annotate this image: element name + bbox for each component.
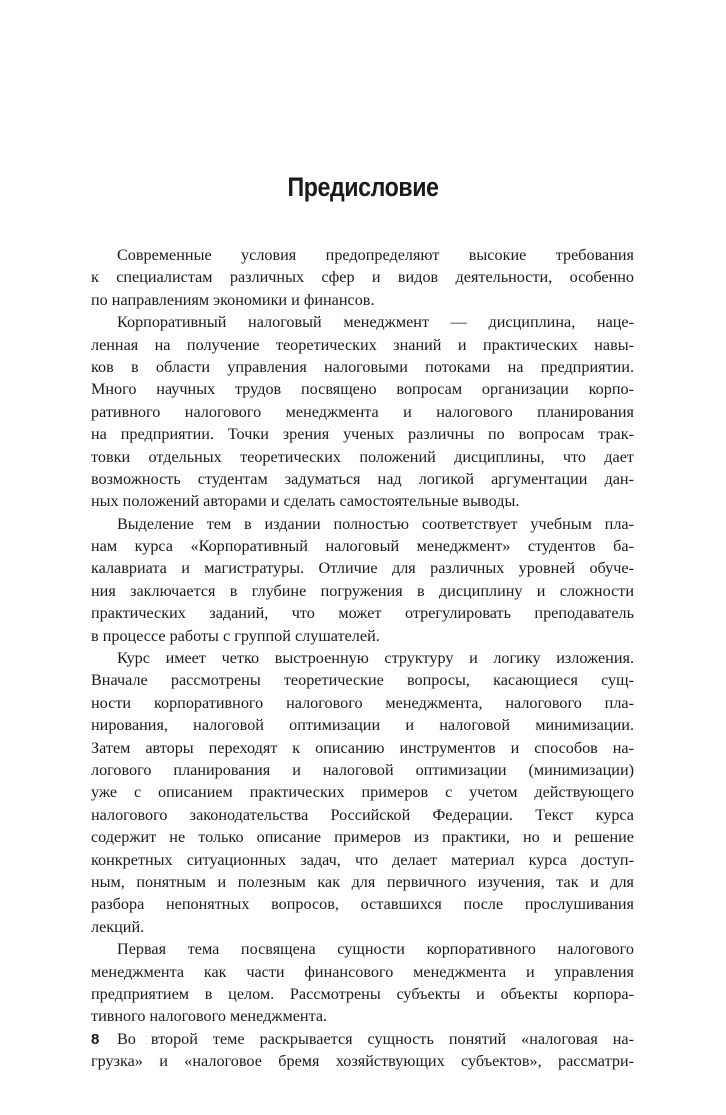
text-line: Современные условия предопределяют высокие требования [117,246,634,264]
text-line: Первая тема посвящена сущности корпоративного налогового [117,940,634,959]
text-line: возможность студентам задуматься над логикой аргументации дан- [91,469,634,488]
text-line: к специалистам различных сфер и видов деятельности, особенно [91,268,634,287]
text-line: уже с описанием практических примеров с учетом действующего [91,783,634,802]
text-line: Выделение тем в издании полностью соответствует учебным пла- [117,514,634,533]
text-line: Курс имеет четко выстроенную структуру и логику изложения. [117,649,634,668]
text-line: ленная на получение теоретических знаний и практических навы- [91,335,634,354]
paragraph [91,647,634,938]
text-line: по направлениям экономики и финансов. [91,290,375,309]
text-line: на предприятии. Точки зрения ученых различны по вопросам трак- [91,425,634,444]
text-line: Много научных трудов посвящено вопросам организации корпо- [91,380,634,399]
text-line: Затем авторы переходят к описанию инструментов и способов на- [91,738,634,757]
text-line: ков в области управления налоговыми потоками на предприятии. [91,357,634,376]
text-line: содержит не только описание примеров из практики, но и решение [91,828,634,847]
text-line: ным, понятным и полезным как для первичного изучения, так и для [91,872,634,891]
paragraph [91,244,634,311]
text-line: лекций. [91,917,145,936]
text-line: разбора непонятных вопросов, оставшихся после прослушивания [91,895,634,914]
text-line: ния заключается в глубине погружения в дисциплину и сложности [91,581,634,600]
text-line: грузка» и «налоговое бремя хозяйствующих субъектов», рассматри- [91,1052,634,1071]
text-line: нам курса «Корпоративный налоговый менеджмент» студентов ба- [91,537,634,556]
body-text [91,244,634,1072]
text-line: тивного налогового менеджмента. [91,1007,328,1026]
text-line: налогового законодательства Российской Федерации. Текст курса [91,805,634,824]
text-line: логового планирования и налоговой оптимизации (минимизации) [91,760,634,779]
text-line: Корпоративный налоговый менеджмент — дисциплина, наце- [117,313,634,332]
text-line: ных положений авторами и сделать самостоятельные выводы. [91,492,520,511]
paragraph [91,513,634,647]
paragraph [91,938,634,1028]
text-line: конкретных ситуационных задач, что делает материал курса доступ- [91,850,634,869]
chapter-title: Предисловие [287,172,439,202]
paragraph [91,311,634,513]
text-line: практических заданий, что может отрегулировать преподаватель [91,604,634,623]
text-line: нирования, налоговой оптимизации и налоговой минимизации. [91,716,634,735]
text-line: товки отдельных теоретических положений дисциплины, что дает [91,447,634,466]
text-line: Во второй теме раскрывается сущность понятий «налоговая на- [117,1029,634,1048]
text-line: в процессе работы с группой слушателей. [91,626,380,645]
text-line: ности корпоративного налогового менеджмента, налогового пла- [91,693,634,712]
text-line: Вначале рассмотрены теоретические вопросы, касающиеся сущ- [91,671,634,690]
paragraph [91,1028,634,1073]
text-line: менеджмента как части финансового менеджмента и управления [91,962,634,981]
text-line: калавриата и магистратуры. Отличие для различных уровней обуче- [91,559,634,578]
page-number: 8 [91,1031,100,1048]
text-line: ративного налогового менеджмента и налогового планирования [91,402,634,421]
text-line: предприятием в целом. Рассмотрены субъекты и объекты корпора- [91,984,634,1003]
